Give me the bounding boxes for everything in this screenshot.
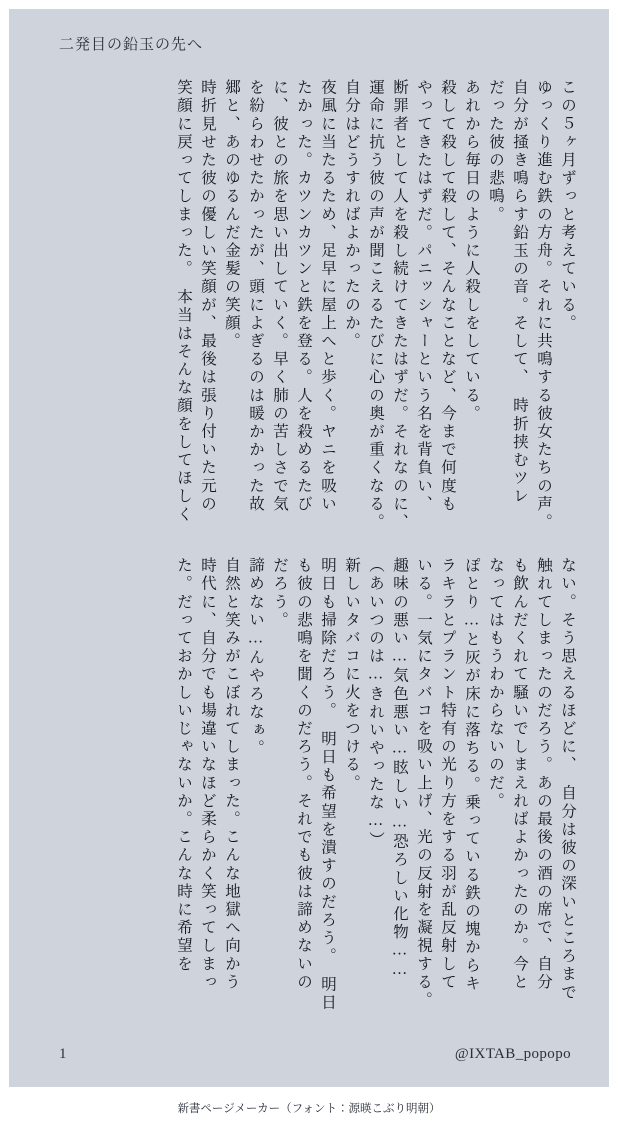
text-column: だった彼の悲鳴。: [487, 79, 504, 224]
text-column: も飲んだくれて騒いでしまえればよかったのか。今と: [511, 557, 528, 992]
author-handle: @IXTAB_popopo: [454, 1046, 571, 1062]
page-title: 二発目の鉛玉の先へ: [59, 37, 204, 53]
text-column: いる。一気にタバコを吸い上げ、光の反射を凝視する。: [415, 557, 432, 1010]
text-column: 殺して殺して殺して、そんなことなど、今まで何度も: [439, 79, 456, 514]
text-column: 夜風に当たるため、足早に屋上へと歩く。ヤニを吸い: [319, 79, 336, 514]
text-column: 郷と、あのゆるんだ金髪の笑顔。: [223, 79, 240, 351]
text-column: ゆっくり進む鉄の方舟。それに共鳴する彼女たちの声。: [535, 79, 552, 532]
text-column: ない。そう思えるほどに、 自分は彼の深いところまで: [559, 557, 576, 1002]
text-column: あれから毎日のように人殺しをしている。: [463, 79, 480, 423]
footer-credit: 新書ページメーカー（フォント：源暎こぶり明朝）: [177, 1103, 441, 1115]
text-column: 趣味の悪い…気色悪い…眩しい…恐ろしい化物……: [391, 557, 408, 981]
novel-page-sheet: [9, 9, 609, 1087]
text-column: だろう。: [271, 557, 288, 630]
text-column: 自分はどうすればよかったのか。: [343, 79, 360, 351]
text-column: た。だっておかしいじゃないか。こんな時に希望を: [175, 557, 192, 974]
text-column: 明日も掃除だろう。 明日も希望を潰すのだろう。 明日: [319, 557, 336, 1013]
text-column: この５ヶ月ずっと考えている。: [559, 79, 576, 333]
text-column: （あいつのは…きれいやったな…）: [367, 557, 384, 850]
text-column: 触れてしまったのだろう。あの最後の酒の席で、自分: [535, 557, 552, 992]
body-text-lower-block: [47, 557, 575, 1022]
text-column: 諦めない…んやろなぁ。: [247, 557, 264, 758]
text-column: も彼の悲鳴を聞くのだろう。それでも彼は諦めないの: [295, 557, 312, 992]
text-column: たかった。カツンカツンと鉄を登る。人を殺めるたび: [295, 79, 312, 514]
text-column: 自分が掻き鳴らす鉛玉の音。そして、 時折挟むツレ: [511, 79, 528, 506]
text-column: 笑顔に戻ってしまった。 本当はそんな顔をしてほしく: [175, 79, 192, 524]
text-column: ぽとり…と灰が床に落ちる。乗っている鉄の塊からキ: [463, 557, 480, 993]
text-column: 自然と笑みがこぼれてしまった。こんな地獄へ向かう: [223, 557, 240, 992]
text-column: やってきたはずだ。パニッシャーという名を背負い、: [415, 79, 432, 514]
novel-page-content: [9, 9, 609, 1087]
text-column: に、彼との旅を思い出していく。早く肺の苦しさで気: [271, 79, 288, 514]
text-column: 断罪者として人を殺し続けてきたはずだ。それなのに、: [391, 79, 408, 532]
page-number: 1: [59, 1046, 67, 1062]
text-column: なってはもうわからないのだ。: [487, 557, 504, 811]
text-column: 時折見せた彼の優しい笑顔が、最後は張り付いた元の: [199, 79, 216, 514]
text-column: 時代に、自分でも場違いなほど柔らかく笑ってしまっ: [199, 557, 216, 992]
text-column: 新しいタバコに火をつける。: [343, 557, 360, 793]
text-column: 運命に抗う彼の声が聞こえるたびに心の奥が重くなる。: [367, 79, 384, 532]
text-column: を紛らわせたかったが、頭によぎるのは暖かかった故: [247, 79, 264, 514]
text-column: ラキラとプラント特有の光り方をする羽が乱反射して: [439, 557, 456, 992]
body-text-upper-block: [47, 79, 575, 544]
